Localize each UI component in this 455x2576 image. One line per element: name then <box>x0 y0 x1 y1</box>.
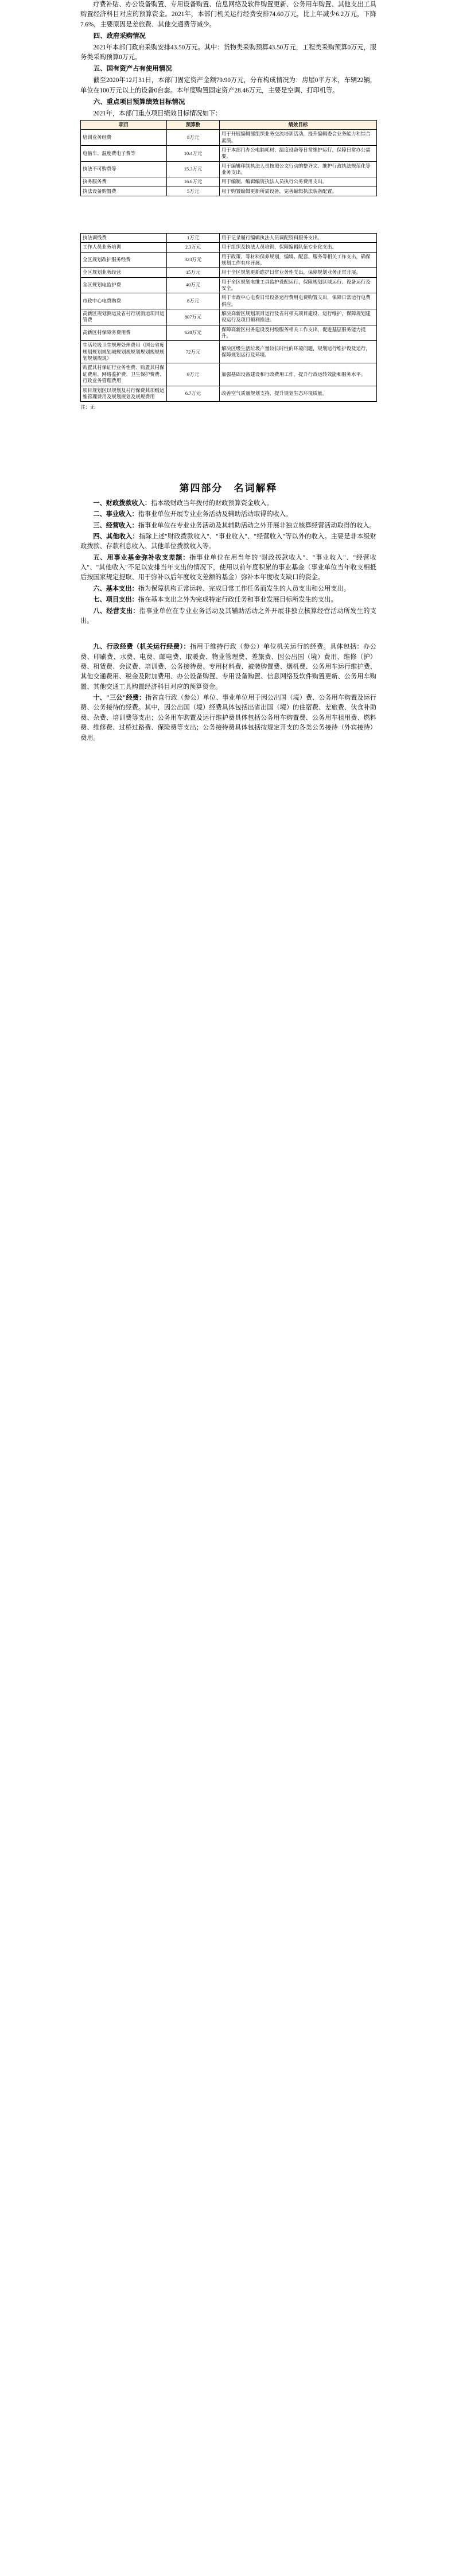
glossary-item-text: 指在基本支出之外为完成特定行政任务和事业发展目标所发生的支出。 <box>138 596 337 604</box>
table-row <box>81 386 377 402</box>
table-cell: 工作人员业务培训 <box>81 243 167 252</box>
glossary-item-label: 一、财政拨款收入： <box>93 499 151 507</box>
table-cell: 高新区村保障务费用费 <box>81 325 167 341</box>
table-cell: 807万元 <box>167 309 220 325</box>
table-cell: 40万元 <box>167 277 220 293</box>
table-cell: 6.7万元 <box>167 386 220 402</box>
glossary-item-text: 指事业单位在专业业务活动及其辅助活动之外开展非独立核算经营活动所发生的支出。 <box>80 607 376 624</box>
table-cell: 用于全区规划电维工具监护设配运行，保障规划区域运行、设备运行及安全。 <box>220 277 377 293</box>
performance-target-table-1 <box>80 120 377 196</box>
table-cell: 执法不可购费等 <box>81 161 167 177</box>
table-header-cell: 绩效目标 <box>220 120 377 129</box>
table-header-row <box>81 120 377 129</box>
table-cell: 执务服务费 <box>81 177 167 187</box>
table-cell: 8万元 <box>167 293 220 309</box>
table-cell: 用于政策、等材料保养规划，编辑、配套、服务等相关工作支出，确保规划工作有序开展。 <box>220 252 377 268</box>
table-cell: 用于编制、编辑编资执法人员执行公务费用支出。 <box>220 177 377 187</box>
table-cell: 培训业务经费 <box>81 130 167 146</box>
table-row <box>81 130 377 146</box>
table-cell: 执法设备购置费 <box>81 187 167 196</box>
section-heading-4: 四、政府采购情况 <box>93 33 146 40</box>
glossary-item <box>80 532 376 552</box>
glossary-item-label: 五、用事业基金弥补收支差额： <box>93 554 190 561</box>
glossary-item <box>80 553 376 583</box>
glossary-item <box>80 595 376 605</box>
table-cell: 用于编辑印制执法人员按照公文行动的整齐文、维护行政执法规范化等业务支出。 <box>220 161 377 177</box>
table-cell: 用于市政中心电费日常设备运行费用电费购置支出，保障日常运行电费供应。 <box>220 293 377 309</box>
table-cell: 15.3万元 <box>167 161 220 177</box>
table-cell: 高新区规划测运及省村行规消运项目运管费 <box>81 309 167 325</box>
glossary-item-text: 指事业单位在专业业务活动及其辅助活动之外开展非独立核算经营活动取得的收入。 <box>138 522 376 529</box>
table-cell: 628万元 <box>167 325 220 341</box>
glossary-list-1 <box>80 499 376 626</box>
section-6-paragraph: 2021年，本部门重点项目绩效目标情况如下： <box>93 110 222 117</box>
table-row <box>81 325 377 341</box>
table-cell: 10.4万元 <box>167 145 220 161</box>
glossary-item-label: 六、基本支出： <box>93 585 138 592</box>
glossary-item-text: 指省直行政（参公）单位、事业单位用于因公出国（境）费、公务用车购置及运行费、公务接待的经费。其中，因公出国（境）经费具体包括出省出国（境）的住宿费、差旅费、伙食补助费、杂费、培训费等支出；公务用车购置及运行维护费具体包括公务用车购置费、公务用车租用费、燃料费、维修费、过桥过路费、保险费等支出；公务接待费具体包括按规定开支的各类公务接待（外宾接待）费用。 <box>80 695 376 742</box>
table-cell: 用于记录履行编辑执法人员调配资料服务支出。 <box>220 233 377 242</box>
glossary-item-label: 十、"三公"经费： <box>93 695 146 702</box>
glossary-item-label: 二、事业收入： <box>93 511 138 518</box>
table-cell: 16.6万元 <box>167 177 220 187</box>
table-row <box>81 177 377 187</box>
table-cell: 项目规划区以规划及村行保费其项级运维管理费用及规划规划及规规费用 <box>81 386 167 402</box>
table-row <box>81 309 377 325</box>
table-cell: 购置其村保证行业务性费、购置其村保证费用、网络监护费、卫生保护费费、行政业务管理费用 <box>81 363 167 386</box>
section-heading-5: 五、国有资产占有使用情况 <box>93 65 172 73</box>
section-4-paragraph: 2021年本部门政府采购安排43.50万元。其中：货物类采购预算43.50万元，工程类采购预算0万元，服务类采购预算0万元。 <box>80 44 376 61</box>
table-row <box>81 161 377 177</box>
table-row <box>81 187 377 196</box>
table-row <box>81 243 377 252</box>
glossary-item-text: 指事业单位在用当年的"财政拨款收入"、"事业收入"、"经营收入"、"其他收入"不足以安排当年支出的情况下，使用以前年度积累的事业基金（事业单位当年收支相抵后按国家规定提取、用于弥补以后年度收支差额的基金）弥补本年度收支缺口的资金。 <box>80 554 376 581</box>
performance-target-table-2 <box>80 233 377 402</box>
table-cell: 全区规划改护服务经费 <box>81 252 167 268</box>
glossary-item-text: 指本级财政当年拨付的财政预算资金收入。 <box>151 499 273 507</box>
table-row <box>81 252 377 268</box>
glossary-item-label: 八、经营支出： <box>93 607 139 615</box>
section-heading-6: 六、重点项目预算绩效目标情况 <box>93 98 185 106</box>
glossary-item-label: 三、经营收入： <box>93 522 138 529</box>
table-header-cell: 项目 <box>81 120 167 129</box>
table-body <box>81 233 377 401</box>
table-cell: 8万元 <box>167 130 220 146</box>
table-row <box>81 293 377 309</box>
table-cell: 改善空气质量规划支持，提升规划生态环境质量。 <box>220 386 377 402</box>
glossary-item <box>80 607 376 627</box>
table-cell: 72万元 <box>167 341 220 363</box>
glossary-list-2 <box>80 642 376 743</box>
table-cell: 5万元 <box>167 187 220 196</box>
table-body <box>81 130 377 196</box>
glossary-item-text: 指用于维持行政（参公）单位机关运行的经费。具体包括：办公费、印刷费、水费、电费、邮电费、取暖费、物业管理费、差旅费、因公出国（境）费用、维修（护）费、租赁费、会议费、培训费、公务接待费、专用材料费、被装购置费、烟机费、公务用车运行维护费、其他交通费用、税金及附加费用、办公设备购置、专用设备购置、信息网络及软件购置更新、公务用车购置、其他交通工具购置经济科目对应的预算资金。 <box>80 643 376 690</box>
table-cell: 15万元 <box>167 268 220 277</box>
table-row <box>81 233 377 242</box>
intro-paragraph: 疗费补贴、办公设备购置、专用设备购置、信息网络及软件购置更新、公务用车购置、其他支出工具购置经济科目对应的预算资金。2021年，本部门机关运行经费安排74.60万元，比上年减少6.2万元，下降7.6%，主要原因是差旅费、其他交通费等减少。 <box>80 1 376 28</box>
table-cell: 保障高新区村务建设及村级服务相关工作支出，促进基层服务能力提升。 <box>220 325 377 341</box>
table-cell: 全区规划业务经营 <box>81 268 167 277</box>
table-row <box>81 145 377 161</box>
glossary-item <box>80 584 376 594</box>
table-cell: 解决高新区规划项目运行及省村相关项目建设、运行维护，保障规划建设运行及项目顺利推进。 <box>220 309 377 325</box>
part-title: 第四部分 名词解释 <box>179 482 278 494</box>
table-cell: 2.3万元 <box>167 243 220 252</box>
table-cell: 1万元 <box>167 233 220 242</box>
table-cell: 解决区级生活垃圾产量较长时性的环境问题，规划运行维护设及运行，保障规划运行及环境。 <box>220 341 377 363</box>
glossary-item-label: 七、项目支出： <box>93 596 138 604</box>
content-column <box>80 0 376 743</box>
table-cell: 用于购置编辑更新所需设备，完善编辑执法装备配置。 <box>220 187 377 196</box>
glossary-item <box>80 642 376 692</box>
table-cell: 用于本部门办公电脑耗材、温度设备等日常维护运行，保障日常办公需要。 <box>220 145 377 161</box>
table-cell: 用于全区规划更新维护日常业务性支出，保障规划业务正常开展。 <box>220 268 377 277</box>
glossary-item <box>80 693 376 743</box>
table-row <box>81 341 377 363</box>
glossary-item-text: 指为保障机构正常运转、完成日常工作任务而发生的人员支出和公用支出。 <box>138 585 350 592</box>
glossary-item-text: 指事业单位开展专业业务活动及辅助活动取得的收入。 <box>138 511 293 518</box>
table-cell: 9万元 <box>167 363 220 386</box>
table-cell: 电脑车、温度费电子费等 <box>81 145 167 161</box>
table-cell: 323万元 <box>167 252 220 268</box>
table-cell: 用于组织及执法人员培训，保障编辑队伍专业化支出。 <box>220 243 377 252</box>
table-row <box>81 277 377 293</box>
table-cell: 生活垃圾卫生规理处理费用（国公省度规划规划规划城规划规规划规划规规规划规划规规） <box>81 341 167 363</box>
table-cell: 执法调线费 <box>81 233 167 242</box>
section-5-paragraph: 截至2020年12月31日，本部门固定资产金额79.90万元，分布构成情况为：房屋0平方米，车辆22辆，单位在100万元以上的设备0台套。本年度购置固定资产28.46万元，主要是空调、打印机等。 <box>80 77 376 94</box>
table-note: 注：无 <box>80 405 95 410</box>
glossary-item-label: 四、其他收入： <box>93 533 139 541</box>
table-row <box>81 268 377 277</box>
table-header-cell: 预算数 <box>167 120 220 129</box>
table-cell: 加强基础设备建设和行政费用工作，提升行政运转效能和服务水平。 <box>220 363 377 386</box>
glossary-item-label: 九、行政经费（机关运行经费）： <box>93 643 190 651</box>
glossary-item-text: 指除上述"财政拨款收入"、"事业收入"、"经营收入"等以外的收入。主要是非本级财政拨款、存款利息收入、其他单位拨款收入等。 <box>80 533 376 550</box>
glossary-item <box>80 521 376 531</box>
table-cell: 市政中心电费购费 <box>81 293 167 309</box>
table-cell: 全区规划电监护费 <box>81 277 167 293</box>
table-cell: 用于开展编辑部组织业务交流培训活动，提升编辑委会业务能力和综合素质。 <box>220 130 377 146</box>
glossary-item <box>80 510 376 519</box>
glossary-item <box>80 499 376 509</box>
table-row <box>81 363 377 386</box>
